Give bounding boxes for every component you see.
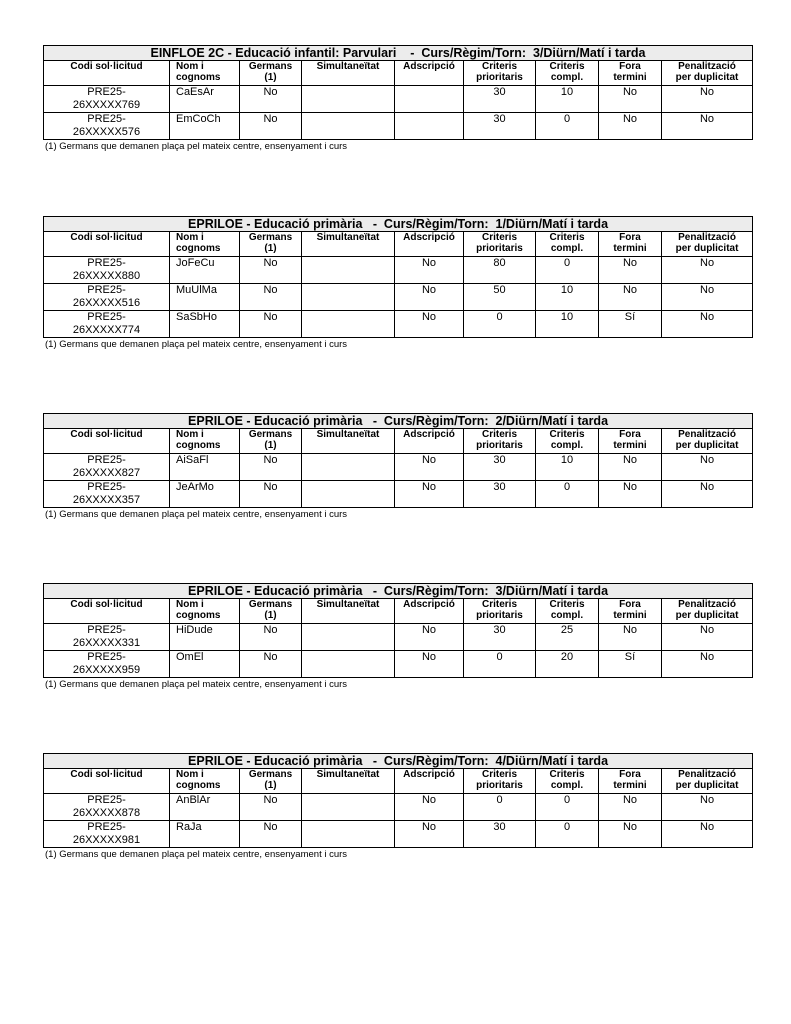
cell-crit_compl: 0 [536, 481, 599, 508]
column-header-line: Nom i [176, 429, 204, 440]
cell-nom: AnBlAr [170, 794, 240, 821]
column-header-row [44, 599, 753, 624]
column-header-line: Fora [619, 769, 641, 780]
column-header-line: Penalització [678, 769, 736, 780]
request-code-line: 26XXXXX357 [72, 494, 141, 506]
column-header-line: Criteris [481, 232, 517, 243]
section-title: EPRILOE - Educació primària - Curs/Règim/Torn: 2/Diürn/Matí i tarda [44, 414, 753, 429]
cell-crit_compl: 10 [536, 454, 599, 481]
cell-adscr: No [395, 651, 464, 678]
table-row [44, 624, 753, 651]
column-header-line: (1) [264, 780, 277, 791]
section-block [43, 753, 752, 860]
column-header-line: Fora [619, 232, 641, 243]
cell-fora: No [599, 284, 662, 311]
column-header-line: cognoms [176, 440, 221, 451]
column-header-line: Penalització [678, 232, 736, 243]
cell-codi [44, 481, 170, 508]
cell-crit_prior: 30 [464, 86, 536, 113]
section-title-row [44, 46, 753, 61]
cell-simult [302, 311, 395, 338]
cell-adscr [395, 86, 464, 113]
cell-simult [302, 454, 395, 481]
cell-nom: OmEl [170, 651, 240, 678]
cell-simult [302, 284, 395, 311]
cell-germans: No [240, 794, 302, 821]
table-row [44, 284, 753, 311]
column-header-germans [240, 599, 302, 624]
cell-penal: No [662, 454, 753, 481]
column-header-line: Criteris [481, 769, 517, 780]
cell-fora: No [599, 821, 662, 848]
column-header-crit_compl [536, 61, 599, 86]
column-header-line: Germans [248, 61, 293, 72]
request-code-line: 26XXXXX959 [72, 664, 141, 676]
column-header-crit_compl [536, 429, 599, 454]
column-header-codi: Codi sol·licitud [44, 232, 170, 257]
request-code-line: 26XXXXX774 [72, 324, 141, 336]
table-row [44, 113, 753, 140]
request-code-line: PRE25- [87, 113, 126, 125]
column-header-simult: Simultaneïtat [302, 769, 395, 794]
section-block [43, 45, 752, 152]
column-header-line: Germans [248, 599, 293, 610]
cell-germans: No [240, 454, 302, 481]
cell-fora: No [599, 481, 662, 508]
cell-germans: No [240, 113, 302, 140]
cell-crit_compl: 0 [536, 257, 599, 284]
column-header-line: (1) [264, 72, 277, 83]
request-code-line: PRE25- [87, 311, 126, 323]
cell-adscr: No [395, 821, 464, 848]
cell-crit_prior: 0 [464, 311, 536, 338]
footnote: (1) Germans que demanen plaça pel mateix centre, ensenyament i curs [45, 339, 348, 350]
column-header-nom [170, 769, 240, 794]
request-code-line: 26XXXXX769 [72, 99, 141, 111]
column-header-fora [599, 429, 662, 454]
cell-germans: No [240, 257, 302, 284]
cell-nom: EmCoCh [170, 113, 240, 140]
cell-crit_compl: 20 [536, 651, 599, 678]
column-header-line: cognoms [176, 780, 221, 791]
column-header-penal [662, 61, 753, 86]
section-table [43, 413, 753, 508]
column-header-adscr: Adscripció [395, 429, 464, 454]
section-title: EPRILOE - Educació primària - Curs/Règim/Torn: 4/Diürn/Matí i tarda [44, 754, 753, 769]
cell-penal: No [662, 311, 753, 338]
table-row [44, 651, 753, 678]
column-header-row [44, 232, 753, 257]
column-header-penal [662, 232, 753, 257]
column-header-line: prioritaris [476, 610, 523, 621]
cell-penal: No [662, 86, 753, 113]
request-code-line: PRE25- [87, 821, 126, 833]
column-header-line: Penalització [678, 61, 736, 72]
column-header-penal [662, 599, 753, 624]
cell-nom: AiSaFl [170, 454, 240, 481]
cell-adscr: No [395, 624, 464, 651]
column-header-line: compl. [550, 243, 584, 254]
cell-germans: No [240, 86, 302, 113]
request-code-line: PRE25- [87, 257, 126, 269]
request-code-line: PRE25- [87, 86, 126, 98]
column-header-line: Criteris [549, 232, 585, 243]
cell-codi [44, 257, 170, 284]
column-header-simult: Simultaneïtat [302, 599, 395, 624]
column-header-line: prioritaris [476, 780, 523, 791]
cell-adscr: No [395, 257, 464, 284]
cell-codi [44, 284, 170, 311]
cell-codi [44, 624, 170, 651]
column-header-line: Germans [248, 232, 293, 243]
section-block [43, 216, 752, 350]
request-code-line: 26XXXXX827 [72, 467, 141, 479]
request-code-line: PRE25- [87, 284, 126, 296]
section-title: EINFLOE 2C - Educació infantil: Parvulari - Curs/Règim/Torn: 3/Diürn/Matí i tarda [44, 46, 753, 61]
column-header-germans [240, 61, 302, 86]
cell-fora: No [599, 113, 662, 140]
cell-crit_prior: 30 [464, 113, 536, 140]
column-header-line: (1) [264, 243, 277, 254]
column-header-line: Nom i [176, 599, 204, 610]
table-row [44, 454, 753, 481]
cell-nom: SaSbHo [170, 311, 240, 338]
cell-penal: No [662, 651, 753, 678]
section-block [43, 583, 752, 690]
column-header-nom [170, 61, 240, 86]
section-title: EPRILOE - Educació primària - Curs/Règim/Torn: 1/Diürn/Matí i tarda [44, 217, 753, 232]
cell-codi [44, 311, 170, 338]
column-header-penal [662, 769, 753, 794]
request-code-line: PRE25- [87, 454, 126, 466]
cell-nom: RaJa [170, 821, 240, 848]
column-header-line: cognoms [176, 243, 221, 254]
column-header-fora [599, 599, 662, 624]
column-header-crit_prior [464, 429, 536, 454]
cell-penal: No [662, 284, 753, 311]
request-code-line: 26XXXXX516 [72, 297, 141, 309]
column-header-germans [240, 232, 302, 257]
cell-simult [302, 821, 395, 848]
column-header-line: Penalització [678, 599, 736, 610]
cell-fora: No [599, 86, 662, 113]
table-row [44, 86, 753, 113]
cell-germans: No [240, 821, 302, 848]
table-row [44, 311, 753, 338]
column-header-line: prioritaris [476, 440, 523, 451]
table-row [44, 794, 753, 821]
cell-crit_compl: 0 [536, 794, 599, 821]
column-header-germans [240, 429, 302, 454]
request-code-line: PRE25- [87, 624, 126, 636]
column-header-line: Fora [619, 599, 641, 610]
column-header-line: (1) [264, 610, 277, 621]
cell-germans: No [240, 651, 302, 678]
cell-nom: HiDude [170, 624, 240, 651]
cell-codi [44, 794, 170, 821]
cell-nom: JoFeCu [170, 257, 240, 284]
request-code-line: 26XXXXX878 [72, 807, 141, 819]
request-code-line: 26XXXXX880 [72, 270, 141, 282]
column-header-crit_compl [536, 599, 599, 624]
cell-fora: No [599, 624, 662, 651]
column-header-line: prioritaris [476, 243, 523, 254]
cell-simult [302, 624, 395, 651]
column-header-line: Fora [619, 61, 641, 72]
cell-fora: No [599, 257, 662, 284]
column-header-line: Criteris [549, 61, 585, 72]
column-header-line: Nom i [176, 232, 204, 243]
column-header-row [44, 429, 753, 454]
column-header-simult: Simultaneïtat [302, 232, 395, 257]
column-header-penal [662, 429, 753, 454]
column-header-adscr: Adscripció [395, 769, 464, 794]
cell-crit_prior: 0 [464, 794, 536, 821]
request-code-line: PRE25- [87, 481, 126, 493]
column-header-codi: Codi sol·licitud [44, 61, 170, 86]
table-row [44, 481, 753, 508]
cell-simult [302, 481, 395, 508]
footnote: (1) Germans que demanen plaça pel mateix centre, ensenyament i curs [45, 141, 348, 152]
cell-crit_compl: 10 [536, 284, 599, 311]
cell-germans: No [240, 481, 302, 508]
column-header-line: termini [613, 243, 647, 254]
cell-codi [44, 651, 170, 678]
column-header-line: cognoms [176, 72, 221, 83]
section-table [43, 45, 753, 140]
column-header-line: Criteris [549, 429, 585, 440]
cell-codi [44, 113, 170, 140]
cell-nom: MuUlMa [170, 284, 240, 311]
cell-crit_prior: 30 [464, 821, 536, 848]
column-header-simult: Simultaneïtat [302, 61, 395, 86]
column-header-line: termini [613, 780, 647, 791]
column-header-crit_prior [464, 61, 536, 86]
cell-germans: No [240, 284, 302, 311]
section-table [43, 583, 753, 678]
column-header-nom [170, 232, 240, 257]
column-header-adscr: Adscripció [395, 599, 464, 624]
cell-fora: Sí [599, 651, 662, 678]
footnote: (1) Germans que demanen plaça pel mateix centre, ensenyament i curs [45, 849, 348, 860]
cell-adscr [395, 113, 464, 140]
column-header-line: compl. [550, 610, 584, 621]
column-header-line: Criteris [549, 599, 585, 610]
section-table [43, 216, 753, 338]
column-header-fora [599, 61, 662, 86]
column-header-nom [170, 429, 240, 454]
column-header-line: termini [613, 440, 647, 451]
cell-simult [302, 257, 395, 284]
cell-penal: No [662, 113, 753, 140]
column-header-line: (1) [264, 440, 277, 451]
cell-simult [302, 651, 395, 678]
cell-penal: No [662, 257, 753, 284]
column-header-line: cognoms [176, 610, 221, 621]
request-code-line: 26XXXXX576 [72, 126, 141, 138]
request-code-line: 26XXXXX981 [72, 834, 141, 846]
column-header-line: per duplicitat [675, 72, 739, 83]
column-header-adscr: Adscripció [395, 232, 464, 257]
request-code-line: 26XXXXX331 [72, 637, 141, 649]
cell-crit_compl: 10 [536, 311, 599, 338]
column-header-nom [170, 599, 240, 624]
column-header-line: Germans [248, 769, 293, 780]
cell-germans: No [240, 311, 302, 338]
section-table [43, 753, 753, 848]
cell-penal: No [662, 624, 753, 651]
column-header-codi: Codi sol·licitud [44, 769, 170, 794]
column-header-crit_prior [464, 232, 536, 257]
column-header-germans [240, 769, 302, 794]
section-title: EPRILOE - Educació primària - Curs/Règim/Torn: 3/Diürn/Matí i tarda [44, 584, 753, 599]
cell-crit_prior: 50 [464, 284, 536, 311]
cell-codi [44, 454, 170, 481]
cell-codi [44, 86, 170, 113]
cell-crit_prior: 30 [464, 454, 536, 481]
cell-crit_compl: 25 [536, 624, 599, 651]
column-header-line: termini [613, 72, 647, 83]
table-row [44, 257, 753, 284]
column-header-codi: Codi sol·licitud [44, 599, 170, 624]
request-code-line: PRE25- [87, 651, 126, 663]
cell-crit_prior: 80 [464, 257, 536, 284]
column-header-codi: Codi sol·licitud [44, 429, 170, 454]
column-header-line: Nom i [176, 769, 204, 780]
cell-penal: No [662, 481, 753, 508]
cell-codi [44, 821, 170, 848]
cell-crit_prior: 30 [464, 624, 536, 651]
section-block [43, 413, 752, 520]
cell-simult [302, 86, 395, 113]
column-header-line: prioritaris [476, 72, 523, 83]
cell-crit_prior: 0 [464, 651, 536, 678]
column-header-line: Fora [619, 429, 641, 440]
cell-simult [302, 113, 395, 140]
column-header-line: Penalització [678, 429, 736, 440]
cell-adscr: No [395, 454, 464, 481]
column-header-line: compl. [550, 72, 584, 83]
cell-simult [302, 794, 395, 821]
cell-crit_compl: 0 [536, 821, 599, 848]
cell-nom: CaEsAr [170, 86, 240, 113]
column-header-line: per duplicitat [675, 610, 739, 621]
cell-penal: No [662, 794, 753, 821]
column-header-row [44, 61, 753, 86]
footnote: (1) Germans que demanen plaça pel mateix centre, ensenyament i curs [45, 509, 348, 520]
column-header-line: Criteris [481, 429, 517, 440]
cell-penal: No [662, 821, 753, 848]
section-title-row [44, 217, 753, 232]
section-title-row [44, 754, 753, 769]
request-code-line: PRE25- [87, 794, 126, 806]
cell-crit_prior: 30 [464, 481, 536, 508]
table-row [44, 821, 753, 848]
column-header-line: Germans [248, 429, 293, 440]
column-header-row [44, 769, 753, 794]
column-header-line: per duplicitat [675, 243, 739, 254]
column-header-line: per duplicitat [675, 780, 739, 791]
column-header-line: compl. [550, 440, 584, 451]
cell-crit_compl: 10 [536, 86, 599, 113]
cell-adscr: No [395, 794, 464, 821]
cell-adscr: No [395, 311, 464, 338]
cell-germans: No [240, 624, 302, 651]
cell-fora: Sí [599, 311, 662, 338]
section-title-row [44, 584, 753, 599]
column-header-line: compl. [550, 780, 584, 791]
column-header-simult: Simultaneïtat [302, 429, 395, 454]
column-header-line: Criteris [481, 599, 517, 610]
cell-adscr: No [395, 284, 464, 311]
column-header-fora [599, 232, 662, 257]
cell-nom: JeArMo [170, 481, 240, 508]
column-header-line: Criteris [549, 769, 585, 780]
cell-fora: No [599, 794, 662, 821]
section-title-row [44, 414, 753, 429]
column-header-line: Criteris [481, 61, 517, 72]
cell-crit_compl: 0 [536, 113, 599, 140]
column-header-crit_prior [464, 769, 536, 794]
column-header-line: termini [613, 610, 647, 621]
column-header-line: Nom i [176, 61, 204, 72]
column-header-crit_compl [536, 232, 599, 257]
column-header-crit_prior [464, 599, 536, 624]
column-header-fora [599, 769, 662, 794]
cell-fora: No [599, 454, 662, 481]
column-header-line: per duplicitat [675, 440, 739, 451]
cell-adscr: No [395, 481, 464, 508]
footnote: (1) Germans que demanen plaça pel mateix centre, ensenyament i curs [45, 679, 348, 690]
column-header-crit_compl [536, 769, 599, 794]
column-header-adscr: Adscripció [395, 61, 464, 86]
